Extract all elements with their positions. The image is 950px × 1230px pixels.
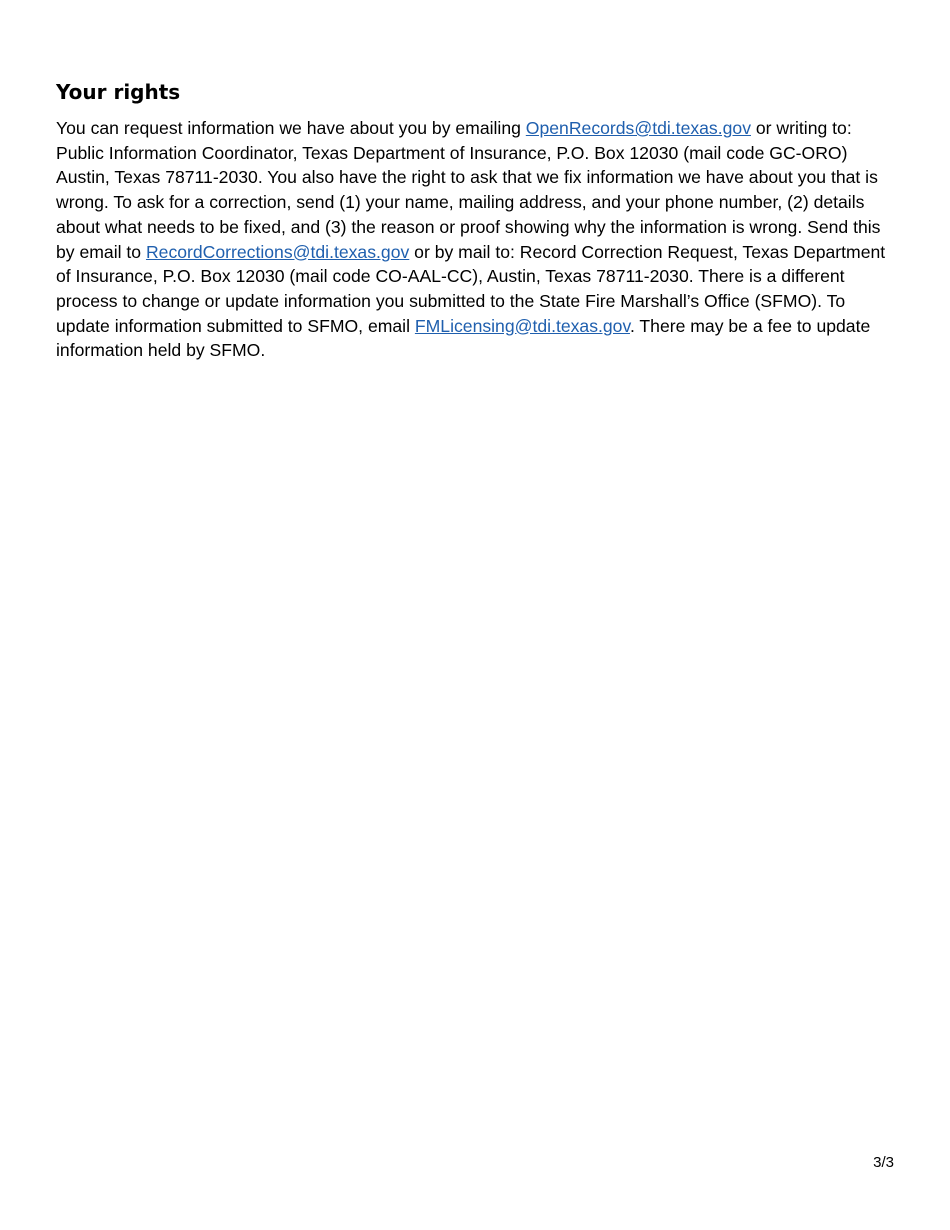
paragraph-text: or by mail to: Record Correction Request, Texas Department of Insurance, P.O. Box 12030 (mail code CO-AAL-CC), Austin, Texas 78711-2030. There is a different process to change or update information you submitted to the State Fire Marshall’s Office (SFMO). To update information submitted to SFMO, email — [56, 241, 886, 336]
fm-licensing-email-link[interactable]: FMLicensing@tdi.texas.gov — [414, 315, 630, 336]
record-corrections-email-link[interactable]: RecordCorrections@tdi.texas.gov — [145, 241, 410, 262]
paragraph-text: . There may be a fee to update information held by SFMO. — [56, 315, 871, 361]
paragraph-text: or writing to: Public Information Coordinator, Texas Department of Insurance, P.O. Box 12030 (mail code GC-ORO) Austin, Texas 78711-2030. You also have the right to ask that we fix information we have about you that is wrong. To ask for a correction, send (1) your name, mailing address, and your phone number, (2) details about what needs to be fixed, and (3) the reason or proof showing why the information is wrong. Send this by email to — [56, 118, 881, 262]
paragraph-text: You can request information we have about you by emailing — [56, 118, 526, 138]
your-rights-section — [56, 78, 896, 363]
section-heading: Your rights — [56, 80, 181, 104]
open-records-email-link[interactable]: OpenRecords@tdi.texas.gov — [525, 118, 751, 138]
page-number: 3/3 — [873, 1154, 894, 1171]
rights-paragraph — [56, 116, 896, 363]
